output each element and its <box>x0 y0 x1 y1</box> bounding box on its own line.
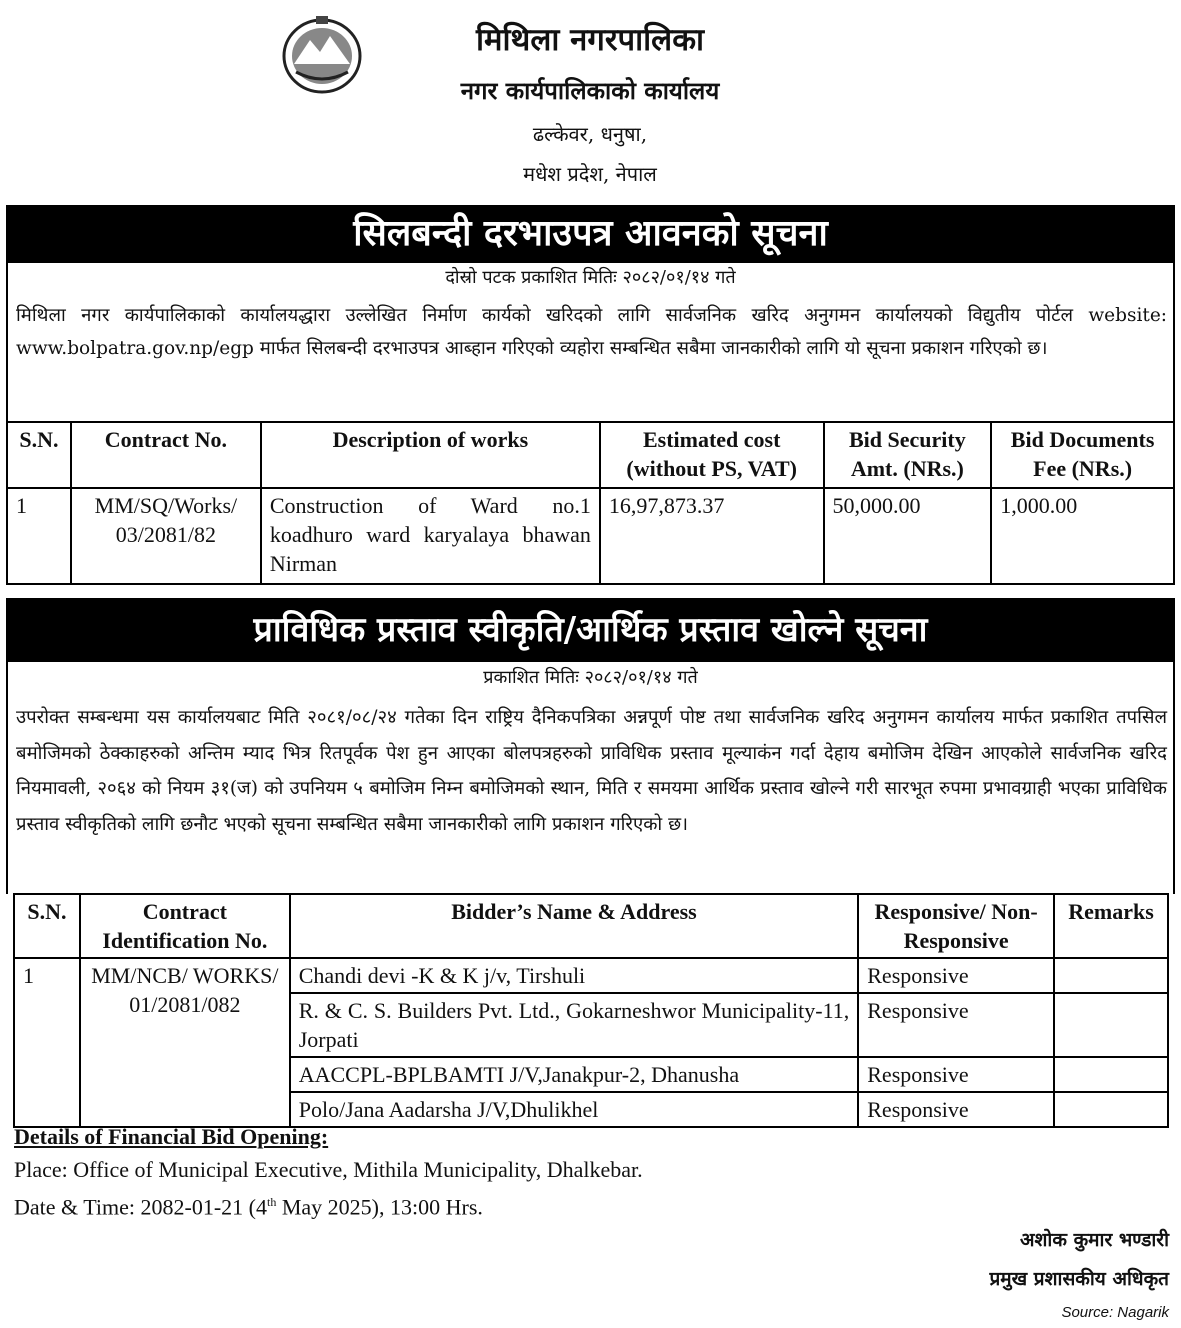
bidder-table <box>13 893 1169 1128</box>
nepal-emblem-icon <box>276 14 368 96</box>
table-row <box>7 488 1174 584</box>
cell-remarks <box>1054 958 1168 993</box>
bid-notice-published-date: दोस्रो पटक प्रकाशित मितिः २०८२/०१/१४ गते <box>445 267 736 288</box>
cell-bid-security: 50,000.00 <box>824 488 992 584</box>
financial-bid-details <box>14 1120 643 1223</box>
technical-proposal-published-date: प्रकाशित मितिः २०८२/०१/१४ गते <box>483 667 698 688</box>
technical-proposal-paragraph: उपरोक्त सम्बन्धमा यस कार्यालयबाट मिति २०८१/०८/२४ गतेका दिन राष्ट्रिय दैनिकपत्रिका अन्नपूर्ण पोष्ट तथा सार्वजनिक खरिद अनुगमन कार्यालय मार्फत प्रकाशित तपसिल बमोजिमको ठेक्काहरुको अन्तिम म्याद भित्र रितपूर्वक पेश हुन आएका बोलपत्रहरुको प्राविधिक प्रस्ताव मूल्याकंन गर्दा देहाय बमोजिम देखिन आएकोले सार्वजनिक खरिद नियमावली, २०६४ को नियम ३१(ज) को उपनियम ५ बमोजिम निम्न बमोजिमको स्थान, मिति र समयमा आर्थिक प्रस्ताव खोल्ने गरी सारभूत रुपमा प्रभावग्राही भएका प्राविधिक प्रस्ताव स्वीकृतिको लागि छनौट भएको सूचना सम्बन्धित सबैमा जानकारीको लागि प्रकाशन गरिएको छ। <box>16 707 1167 835</box>
col-header-estimated-cost: Estimated cost (without PS, VAT) <box>600 422 824 488</box>
date-prefix: Date & Time: 2082-01-21 (4 <box>14 1194 267 1220</box>
cell-bidder-name: R. & C. S. Builders Pvt. Ltd., Gokarneshwor Municipality-11, Jorpati <box>290 993 859 1057</box>
details-heading: Details of Financial Bid Opening: <box>14 1124 329 1149</box>
cell-bidder-name: Chandi devi -K & K j/v, Tirshuli <box>290 958 859 993</box>
col-header-bid-fee: Bid Documents Fee (NRs.) <box>991 422 1174 488</box>
cell-sn: 1 <box>14 958 80 1127</box>
date-superscript: th <box>267 1195 277 1209</box>
office-subtitle: नगर कार्यपालिकाको कार्यालय <box>460 76 720 105</box>
cell-contract-no: MM/SQ/Works/ 03/2081/82 <box>71 488 261 584</box>
cell-bidder-name: AACCPL-BPLBAMTI J/V,Janakpur-2, Dhanusha <box>290 1057 859 1092</box>
col-header-contract-no: Contract No. <box>71 422 261 488</box>
col-header-remarks: Remarks <box>1054 894 1168 958</box>
cell-description: Construction of Ward no.1 koadhuro ward karyalaya bhawan Nirman <box>261 488 600 584</box>
col-header-sn: S.N. <box>7 422 71 488</box>
col-header-bidder: Bidder’s Name & Address <box>290 894 859 958</box>
source-credit: Source: Nagarik <box>1061 1304 1169 1321</box>
col-header-responsive: Responsive/ Non-Responsive <box>858 894 1054 958</box>
col-header-description: Description of works <box>261 422 600 488</box>
bid-notice-body <box>6 263 1175 421</box>
details-place: Place: Office of Municipal Executive, Mithila Municipality, Dhalkebar. <box>14 1157 643 1182</box>
cell-bidder-status: Responsive <box>858 1092 1054 1127</box>
cell-sn: 1 <box>7 488 71 584</box>
col-header-sn: S.N. <box>14 894 80 958</box>
technical-proposal-body <box>6 662 1175 894</box>
cell-remarks <box>1054 993 1168 1057</box>
bid-contract-table <box>6 421 1175 585</box>
col-header-contract-id: Contract Identification No. <box>80 894 290 958</box>
date-suffix: May 2025), 13:00 Hrs. <box>276 1194 483 1220</box>
details-date-time <box>14 1186 643 1223</box>
address-line-1: ढल्केवर, धनुषा, <box>532 122 648 146</box>
col-header-bid-security: Bid Security Amt. (NRs.) <box>824 422 992 488</box>
cell-remarks <box>1054 1092 1168 1127</box>
cell-bidder-status: Responsive <box>858 1057 1054 1092</box>
cell-contract-id: MM/NCB/ WORKS/ 01/2081/082 <box>80 958 290 1127</box>
cell-bidder-status: Responsive <box>858 958 1054 993</box>
cell-bidder-status: Responsive <box>858 993 1054 1057</box>
address-line-2: मधेश प्रदेश, नेपाल <box>523 162 657 186</box>
signatory-designation: प्रमुख प्रशासकीय अधिकृत <box>989 1268 1169 1290</box>
bid-notice-banner: सिलबन्दी दरभाउपत्र आवनको सूचना <box>6 205 1175 263</box>
table-row <box>14 958 1168 993</box>
bid-notice-paragraph: मिथिला नगर कार्यपालिकाको कार्यालयद्धारा उल्लेखित निर्माण कार्यको खरिदको लागि सार्वजनिक खरिद अनुगमन कार्यालयको विद्युतीय पोर्टल website: www.bolpatra.gov.np/egp मार्फत सिलबन्दी दरभाउपत्र आब्हान गरिएको व्यहोरा सम्बन्धित सबैमा जानकारीको लागि यो सूचना प्रकाशन गरिएको छ। <box>16 305 1167 359</box>
cell-remarks <box>1054 1057 1168 1092</box>
signatory-name: अशोक कुमार भण्डारी <box>1020 1229 1169 1251</box>
technical-proposal-banner: प्राविधिक प्रस्ताव स्वीकृति/आर्थिक प्रस्ताव खोल्ने सूचना <box>6 598 1175 662</box>
cell-estimated-cost: 16,97,873.37 <box>600 488 824 584</box>
office-title: मिथिला नगरपालिका <box>475 22 705 58</box>
cell-bidder-name: Polo/Jana Aadarsha J/V,Dhulikhel <box>290 1092 859 1127</box>
cell-bid-fee: 1,000.00 <box>991 488 1174 584</box>
